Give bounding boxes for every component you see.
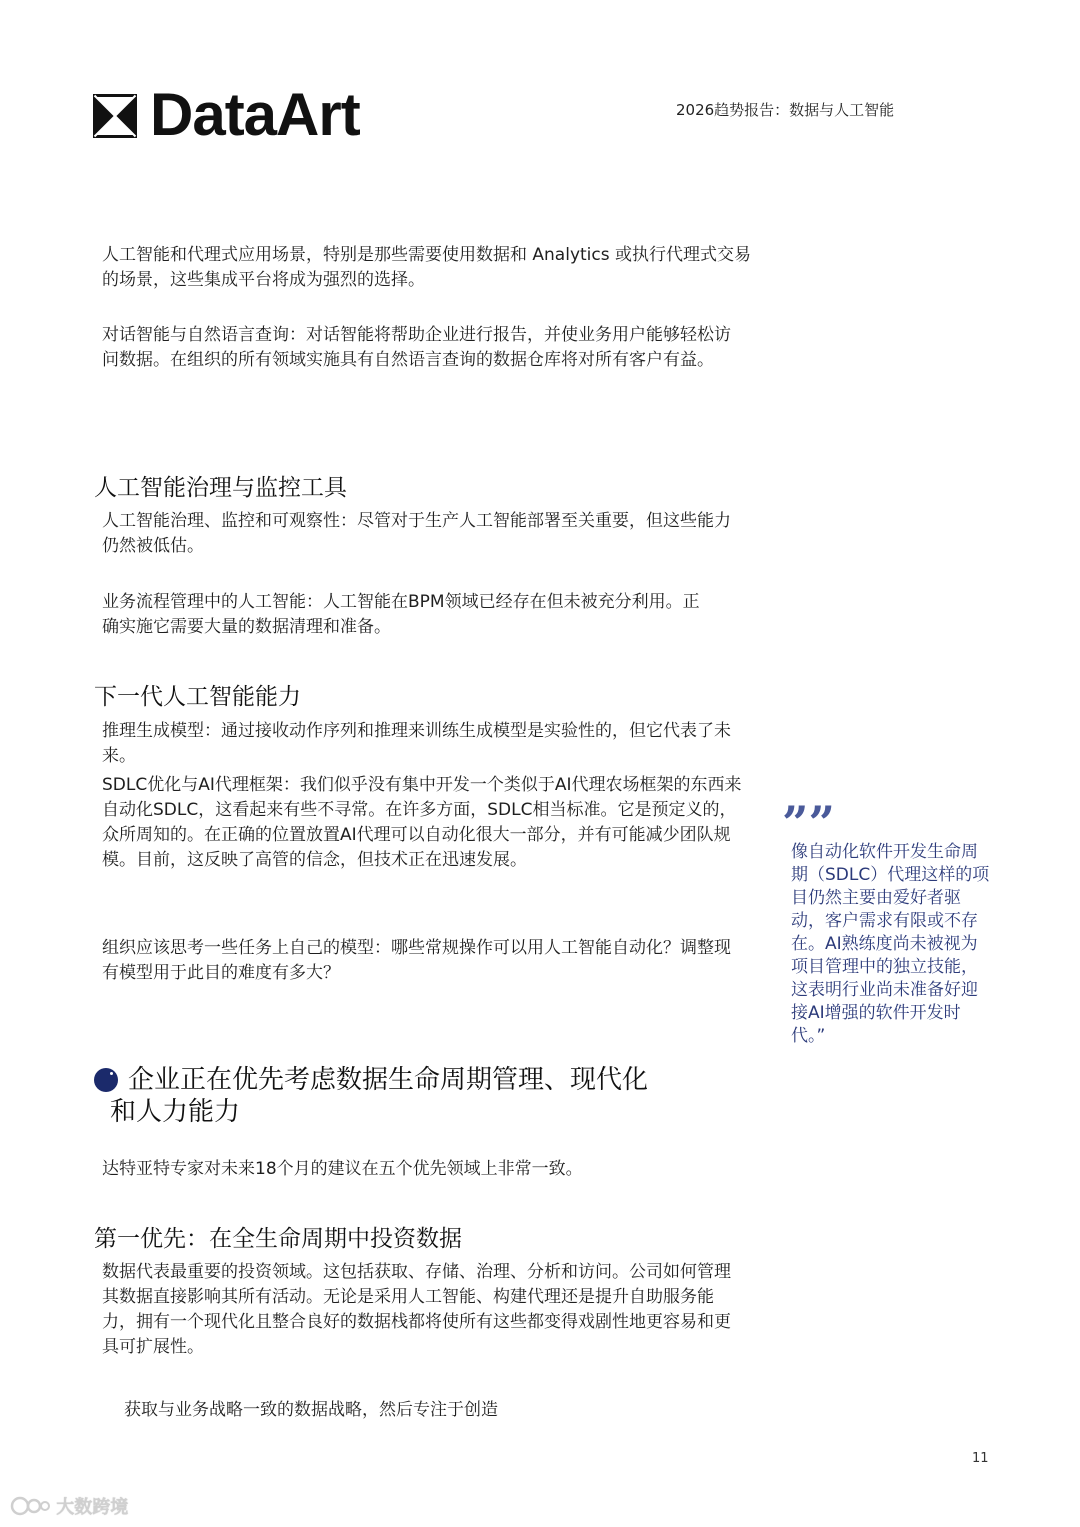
- section-heading: [94, 1064, 774, 1128]
- nextgen-paragraph-2: SDLC优化与AI代理框架：我们似乎没有集中开发一个类似于AI代理农场框架的东西来自动化SDLC，这看起来有些不寻常。在许多方面，SDLC相当标准。它是预定义的，众所周知的。在正确的位置放置AI代理可以自动化很大一部分，并有可能减少团队规模。目前，这反映了高管的信念，但技术正在迅速发展。: [102, 775, 742, 870]
- nextgen-paragraph-3: 组织应该思考一些任务上自己的模型：哪些常规操作可以用人工智能自动化？调整现有模型用于此目的难度有多大？: [102, 938, 731, 983]
- section-heading-line1: 企业正在优先考虑数据生命周期管理、现代化: [128, 1065, 649, 1095]
- dataart-logo-icon: [93, 94, 137, 138]
- quote-mark-icon: ””: [782, 796, 835, 850]
- pull-quote: 像自动化软件开发生命周期（SDLC）代理这样的项目仍然主要由爱好者驱动，客户需求有限或不存在。AI熟练度尚未被视为项目管理中的独立技能，这表明行业尚未准备好迎接AI增强的软件开发时代。”: [791, 842, 990, 1046]
- watermark-logo-icon: [10, 1495, 50, 1517]
- intro-paragraph-1: 人工智能和代理式应用场景，特别是那些需要使用数据和 Analytics 或执行代理式交易的场景，这些集成平台将成为强烈的选择。: [102, 245, 752, 290]
- section-bullet-icon: [94, 1068, 118, 1092]
- watermark-text: 大数跨境: [56, 1497, 129, 1518]
- priority1-subheading: 获取与业务战略一致的数据战略，然后专注于创造: [124, 1400, 498, 1420]
- section-intro: 达特亚特专家对未来18个月的建议在五个优先领域上非常一致。: [102, 1159, 583, 1179]
- heading-priority1: 第一优先：在全生命周期中投资数据: [94, 1226, 462, 1252]
- governance-paragraph-1: 人工智能治理、监控和可观察性：尽管对于生产人工智能部署至关重要，但这些能力仍然被低估。: [102, 511, 731, 556]
- section-heading-line2: 和人力能力: [110, 1097, 241, 1127]
- heading-governance: 人工智能治理与监控工具: [94, 475, 347, 501]
- logo-text: DataArt: [150, 81, 360, 148]
- nextgen-paragraph-1: 推理生成模型：通过接收动作序列和推理来训练生成模型是实验性的，但它代表了未来。: [102, 721, 731, 766]
- watermark: [10, 1493, 128, 1519]
- report-title: 2026趋势报告：数据与人工智能: [676, 101, 895, 119]
- governance-paragraph-2: 业务流程管理中的人工智能：人工智能在BPM领域已经存在但未被充分利用。正确实施它需要大量的数据清理和准备。: [102, 592, 700, 637]
- page-number: 11: [972, 1451, 989, 1466]
- priority1-paragraph: 数据代表最重要的投资领域。这包括获取、存储、治理、分析和访问。公司如何管理其数据直接影响其所有活动。无论是采用人工智能、构建代理还是提升自助服务能力，拥有一个现代化且整合良好的数据栈都将使所有这些都变得戏剧性地更容易和更具可扩展性。: [102, 1262, 731, 1357]
- heading-nextgen: 下一代人工智能能力: [94, 684, 301, 710]
- intro-paragraph-2: 对话智能与自然语言查询：对话智能将帮助企业进行报告，并使业务用户能够轻松访问数据。在组织的所有领域实施具有自然语言查询的数据仓库将对所有客户有益。: [102, 325, 731, 370]
